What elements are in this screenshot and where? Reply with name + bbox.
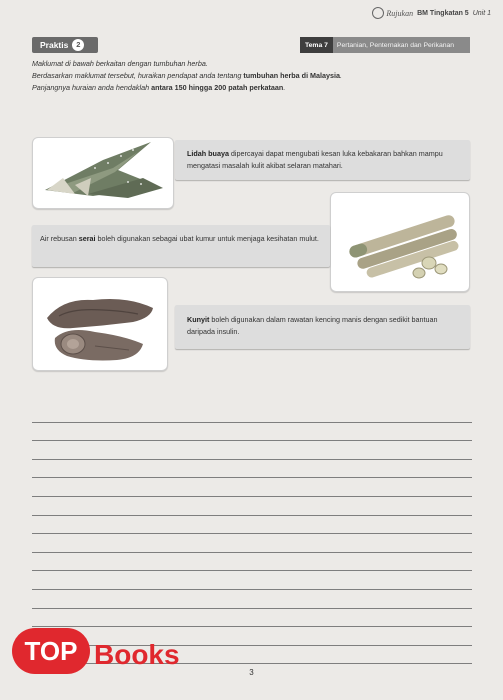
answer-line[interactable] xyxy=(32,497,472,516)
turmeric-illustration xyxy=(33,278,167,370)
answer-line[interactable] xyxy=(32,404,472,423)
answer-line[interactable] xyxy=(32,534,472,553)
instruction-emphasis: antara 150 hingga 200 patah perkataan xyxy=(151,83,284,92)
logo-text-top: TOP xyxy=(24,636,78,666)
book-title: BM Tingkatan 5 xyxy=(417,9,469,17)
answer-line[interactable] xyxy=(32,460,472,479)
logo-text-books: Books xyxy=(94,639,180,670)
instruction-text: Panjangnya huraian anda hendaklah xyxy=(32,83,152,92)
praktis-label: Praktis xyxy=(40,40,69,50)
brand-name: Rujukan xyxy=(386,8,414,18)
answer-line[interactable] xyxy=(32,571,472,590)
aloe-vera-illustration xyxy=(33,138,173,208)
herb-info-aloe xyxy=(175,140,470,180)
lemongrass-illustration xyxy=(331,193,469,291)
turmeric-image xyxy=(32,277,168,371)
herb-name: Lidah buaya xyxy=(187,149,229,158)
brand-logo xyxy=(372,7,413,19)
instruction-line-2 xyxy=(32,70,472,82)
unit-label: Unit 1 xyxy=(472,9,491,17)
tema-title: Pertanian, Penternakan dan Perikanan xyxy=(336,41,455,49)
section-bar xyxy=(32,37,470,53)
instruction-line-1: Maklumat di bawah berkaitan dengan tumbuhan herba. xyxy=(32,59,208,68)
herb-name: Kunyit xyxy=(187,315,210,324)
herb-name: serai xyxy=(78,234,96,243)
aloe-vera-image xyxy=(32,137,174,209)
instruction-text: . xyxy=(340,71,343,80)
herb-info-turmeric xyxy=(175,305,470,349)
tema-banner xyxy=(300,37,470,53)
tema-tag: Tema 7 xyxy=(300,37,333,53)
instruction-text: . xyxy=(283,83,286,92)
answer-line[interactable] xyxy=(32,590,472,609)
answer-line[interactable] xyxy=(32,441,472,460)
answer-line[interactable] xyxy=(32,516,472,535)
herb-description: boleh digunakan sebagai ubat kumur untuk menjaga kesihatan mulut. xyxy=(95,234,319,243)
herb-description: boleh digunakan dalam rawatan kencing manis dengan sedikit bantuan daripada insulin. xyxy=(187,315,438,336)
instruction-emphasis: tumbuhan herba di Malaysia xyxy=(243,71,341,80)
brand-ring-icon xyxy=(372,7,384,19)
praktis-number: 2 xyxy=(72,39,84,51)
lemongrass-image xyxy=(330,192,470,292)
answer-line[interactable] xyxy=(32,478,472,497)
praktis-badge xyxy=(32,37,98,53)
herb-info-lemongrass xyxy=(32,225,330,267)
page-header xyxy=(372,6,491,20)
answer-line[interactable] xyxy=(32,423,472,442)
instruction-text: Berdasarkan maklumat tersebut, huraikan pendapat anda tentang xyxy=(32,71,244,80)
answer-line[interactable] xyxy=(32,553,472,572)
instruction-line-3 xyxy=(32,82,472,94)
herb-description: dipercayai dapat mengubati kesan luka kebakaran bahkan mampu mengatasi masalah kulit akibat selaran matahari. xyxy=(187,149,443,170)
page-number: 3 xyxy=(249,668,254,677)
instructions xyxy=(32,58,472,94)
herb-prefix: Air rebusan xyxy=(40,234,79,243)
